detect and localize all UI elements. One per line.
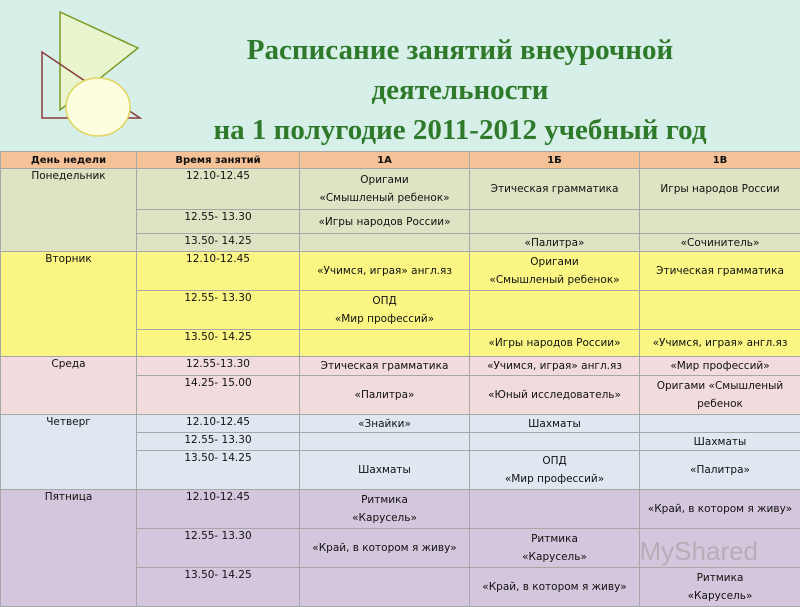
table-row bbox=[1, 415, 800, 433]
title-line-2: деятельности bbox=[150, 70, 770, 110]
cell-1v: Оригами «Смышленый ребенок bbox=[640, 376, 800, 415]
cell-1b bbox=[470, 210, 640, 234]
cell-1b bbox=[470, 433, 640, 451]
time-cell: 12.55-13.30 bbox=[137, 357, 300, 376]
cell-1b: «Край, в котором я живу» bbox=[470, 568, 640, 607]
cell-1v: Этическая грамматика bbox=[640, 252, 800, 291]
cell-1b: ОПД «Мир профессий» bbox=[470, 451, 640, 490]
decorative-shapes bbox=[0, 0, 160, 140]
table-row bbox=[1, 252, 800, 291]
cell-1v bbox=[640, 291, 800, 330]
table-row bbox=[1, 490, 800, 529]
cell-1b: Ритмика «Карусель» bbox=[470, 529, 640, 568]
cell-1a bbox=[300, 234, 470, 252]
day-wednesday: Среда bbox=[1, 357, 137, 415]
watermark: MyShared bbox=[640, 536, 759, 567]
time-cell: 13.50- 14.25 bbox=[137, 234, 300, 252]
day-monday: Понедельник bbox=[1, 169, 137, 252]
cell-1v bbox=[640, 415, 800, 433]
cell-1a: «Игры народов России» bbox=[300, 210, 470, 234]
cell-1v: Игры народов России bbox=[640, 169, 800, 210]
cell-1a: Оригами «Смышленый ребенок» bbox=[300, 169, 470, 210]
title-line-3: на 1 полугодие 2011-2012 учебный год bbox=[150, 110, 770, 150]
cell-1b: Оригами «Смышленый ребенок» bbox=[470, 252, 640, 291]
day-tuesday: Вторник bbox=[1, 252, 137, 357]
header-day: День недели bbox=[1, 152, 137, 169]
cell-1a: ОПД «Мир профессий» bbox=[300, 291, 470, 330]
time-cell: 13.50- 14.25 bbox=[137, 330, 300, 357]
cell-1a: Шахматы bbox=[300, 451, 470, 490]
cell-1v: Ритмика «Карусель» bbox=[640, 568, 800, 607]
cell-1b: «Учимся, играя» англ.яз bbox=[470, 357, 640, 376]
cell-1a: «Учимся, играя» англ.яз bbox=[300, 252, 470, 291]
day-thursday: Четверг bbox=[1, 415, 137, 490]
title-line-1: Расписание занятий внеурочной bbox=[150, 30, 770, 70]
cell-1a: «Палитра» bbox=[300, 376, 470, 415]
day-friday: Пятница bbox=[1, 490, 137, 607]
time-cell: 14.25- 15.00 bbox=[137, 376, 300, 415]
time-cell: 13.50- 14.25 bbox=[137, 451, 300, 490]
page-title bbox=[150, 30, 770, 150]
cell-1v: Шахматы bbox=[640, 433, 800, 451]
table-row bbox=[1, 169, 800, 210]
cell-1v: «Сочинитель» bbox=[640, 234, 800, 252]
cell-1b bbox=[470, 291, 640, 330]
time-cell: 12.10-12.45 bbox=[137, 252, 300, 291]
cell-1v: «Край, в котором я живу» bbox=[640, 490, 800, 529]
header-time: Время занятий bbox=[137, 152, 300, 169]
header-1b: 1Б bbox=[470, 152, 640, 169]
time-cell: 12.10-12.45 bbox=[137, 490, 300, 529]
cell-1a: «Край, в котором я живу» bbox=[300, 529, 470, 568]
header-1a: 1А bbox=[300, 152, 470, 169]
time-cell: 12.10-12.45 bbox=[137, 415, 300, 433]
cell-1a: «Знайки» bbox=[300, 415, 470, 433]
time-cell: 12.10-12.45 bbox=[137, 169, 300, 210]
table-row bbox=[1, 357, 800, 376]
cell-1v: «Палитра» bbox=[640, 451, 800, 490]
header-row bbox=[1, 152, 800, 169]
cell-1v: «Мир профессий» bbox=[640, 357, 800, 376]
cell-1b: Этическая грамматика bbox=[470, 169, 640, 210]
cell-1b: Шахматы bbox=[470, 415, 640, 433]
time-cell: 12.55- 13.30 bbox=[137, 291, 300, 330]
cell-1b bbox=[470, 490, 640, 529]
cell-1b: «Юный исследователь» bbox=[470, 376, 640, 415]
cell-1a: Ритмика «Карусель» bbox=[300, 490, 470, 529]
cell-1a bbox=[300, 433, 470, 451]
time-cell: 12.55- 13.30 bbox=[137, 529, 300, 568]
cell-1v: «Учимся, играя» англ.яз bbox=[640, 330, 800, 357]
time-cell: 12.55- 13.30 bbox=[137, 433, 300, 451]
cell-1a bbox=[300, 330, 470, 357]
cell-1a bbox=[300, 568, 470, 607]
cell-1b: «Палитра» bbox=[470, 234, 640, 252]
cell-1v bbox=[640, 210, 800, 234]
time-cell: 12.55- 13.30 bbox=[137, 210, 300, 234]
cell-1b: «Игры народов России» bbox=[470, 330, 640, 357]
circle-shape bbox=[66, 78, 130, 136]
cell-1a: Этическая грамматика bbox=[300, 357, 470, 376]
header-1v: 1В bbox=[640, 152, 800, 169]
time-cell: 13.50- 14.25 bbox=[137, 568, 300, 607]
